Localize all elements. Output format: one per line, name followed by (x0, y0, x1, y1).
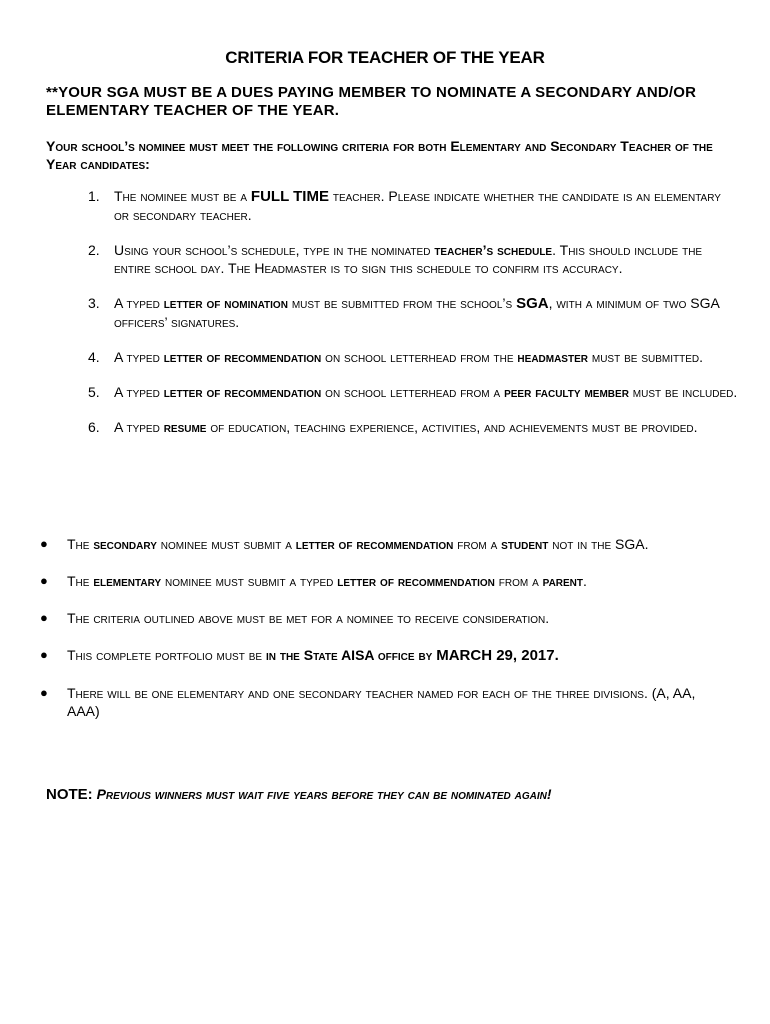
criteria-item-4 (88, 348, 738, 366)
bullet-emphasis: letter of recommendation (295, 536, 454, 552)
criteria-emphasis: SGA (516, 295, 549, 312)
criteria-item-5 (88, 383, 738, 401)
note-block (46, 785, 736, 804)
criteria-text: A typed (114, 295, 164, 311)
criteria-emphasis: peer faculty member (504, 384, 629, 400)
criteria-text: must be submitted. (587, 349, 703, 365)
criteria-text: , with a minimum of two SGA officers’ signatures. (114, 295, 720, 330)
requirements-bullet-list (40, 535, 730, 739)
criteria-text: on school letterhead from a (321, 384, 505, 400)
criteria-number: 5. (88, 384, 100, 400)
criteria-number: 6. (88, 419, 100, 435)
bullet-text: There will be one elementary and one secondary teacher named for each of the three divisions. (A, AA, AAA) (67, 685, 696, 719)
bullet-text: from a (453, 536, 502, 552)
bullet-icon: ● (40, 685, 48, 700)
criteria-text: A typed (114, 419, 164, 435)
criteria-number: 1. (88, 188, 100, 204)
bullet-icon: ● (40, 536, 48, 551)
bullet-text: The (67, 536, 94, 552)
criteria-emphasis: letter of recommendation (163, 349, 322, 365)
bullet-item-divisions (40, 684, 730, 720)
criteria-number: 2. (88, 242, 100, 258)
document-title: CRITERIA FOR TEACHER OF THE YEAR (225, 48, 545, 67)
deadline-date: MARCH 29, 2017. (436, 647, 559, 664)
bullet-item-consideration (40, 609, 730, 627)
bullet-text: nominee must submit a typed (161, 573, 338, 589)
bullet-text: This complete portfolio must be (67, 647, 266, 663)
bullet-icon: ● (40, 610, 48, 625)
criteria-text: on school letterhead from the (321, 349, 518, 365)
criteria-item-2 (88, 241, 738, 277)
criteria-intro: Your school’s nominee must meet the following criteria for both Elementary and Secondary Teacher of the Year candidates: (46, 138, 713, 172)
bullet-text: . (583, 573, 587, 589)
criteria-emphasis: resume (163, 419, 207, 435)
criteria-item-1 (88, 187, 738, 224)
note-text: Previous winners must wait five years before they can be nominated again! (96, 786, 552, 802)
criteria-text: of education, teaching experience, activities, and achievements must be provided. (206, 419, 698, 435)
bullet-emphasis: secondary (93, 536, 157, 552)
bullet-text: The criteria outlined above must be met for a nominee to receive consideration. (67, 610, 550, 626)
sga-membership-warning: **YOUR SGA MUST BE A DUES PAYING MEMBER TO NOMINATE A SECONDARY AND/OR ELEMENTARY TEACHER OF THE YEAR. (46, 84, 697, 119)
criteria-item-3 (88, 294, 738, 331)
bullet-emphasis: letter of recommendation (337, 573, 495, 589)
bullet-item-secondary (40, 535, 730, 553)
bullet-icon: ● (40, 647, 48, 662)
criteria-emphasis: FULL TIME (250, 188, 329, 205)
bullet-text: The (67, 573, 94, 589)
criteria-number: 4. (88, 349, 100, 365)
criteria-emphasis: teacher’s schedule (434, 242, 553, 258)
criteria-text: The nominee must be a (114, 188, 251, 204)
criteria-emphasis: letter of nomination (163, 295, 288, 311)
bullet-text: not in the SGA. (548, 536, 649, 552)
criteria-emphasis: headmaster (517, 349, 588, 365)
note-label: NOTE: (46, 786, 93, 803)
criteria-text: must be submitted from the school’s (287, 295, 517, 311)
criteria-text: A typed (114, 349, 164, 365)
bullet-text: from a (494, 573, 543, 589)
criteria-emphasis: letter of recommendation (163, 384, 322, 400)
criteria-number: 3. (88, 295, 100, 311)
criteria-text: teacher. Please indicate whether the candidate is an elementary or secondary teacher. (114, 188, 721, 223)
bullet-item-deadline (40, 646, 730, 665)
bullet-emphasis: student (501, 536, 549, 552)
criteria-list (88, 187, 738, 453)
criteria-text: A typed (114, 384, 164, 400)
bullet-emphasis: in the State AISA office by (265, 647, 437, 663)
bullet-emphasis: parent (542, 573, 584, 589)
criteria-text: Using your school’s schedule, type in the nominated (114, 242, 435, 258)
criteria-item-6 (88, 418, 738, 436)
bullet-item-elementary (40, 572, 730, 590)
criteria-text: . This should include the entire school day. The Headmaster is to sign this schedule to confirm its accuracy. (114, 242, 703, 276)
bullet-icon: ● (40, 573, 48, 588)
bullet-emphasis: elementary (93, 573, 162, 589)
bullet-text: nominee must submit a (156, 536, 296, 552)
criteria-text: must be included. (628, 384, 738, 400)
